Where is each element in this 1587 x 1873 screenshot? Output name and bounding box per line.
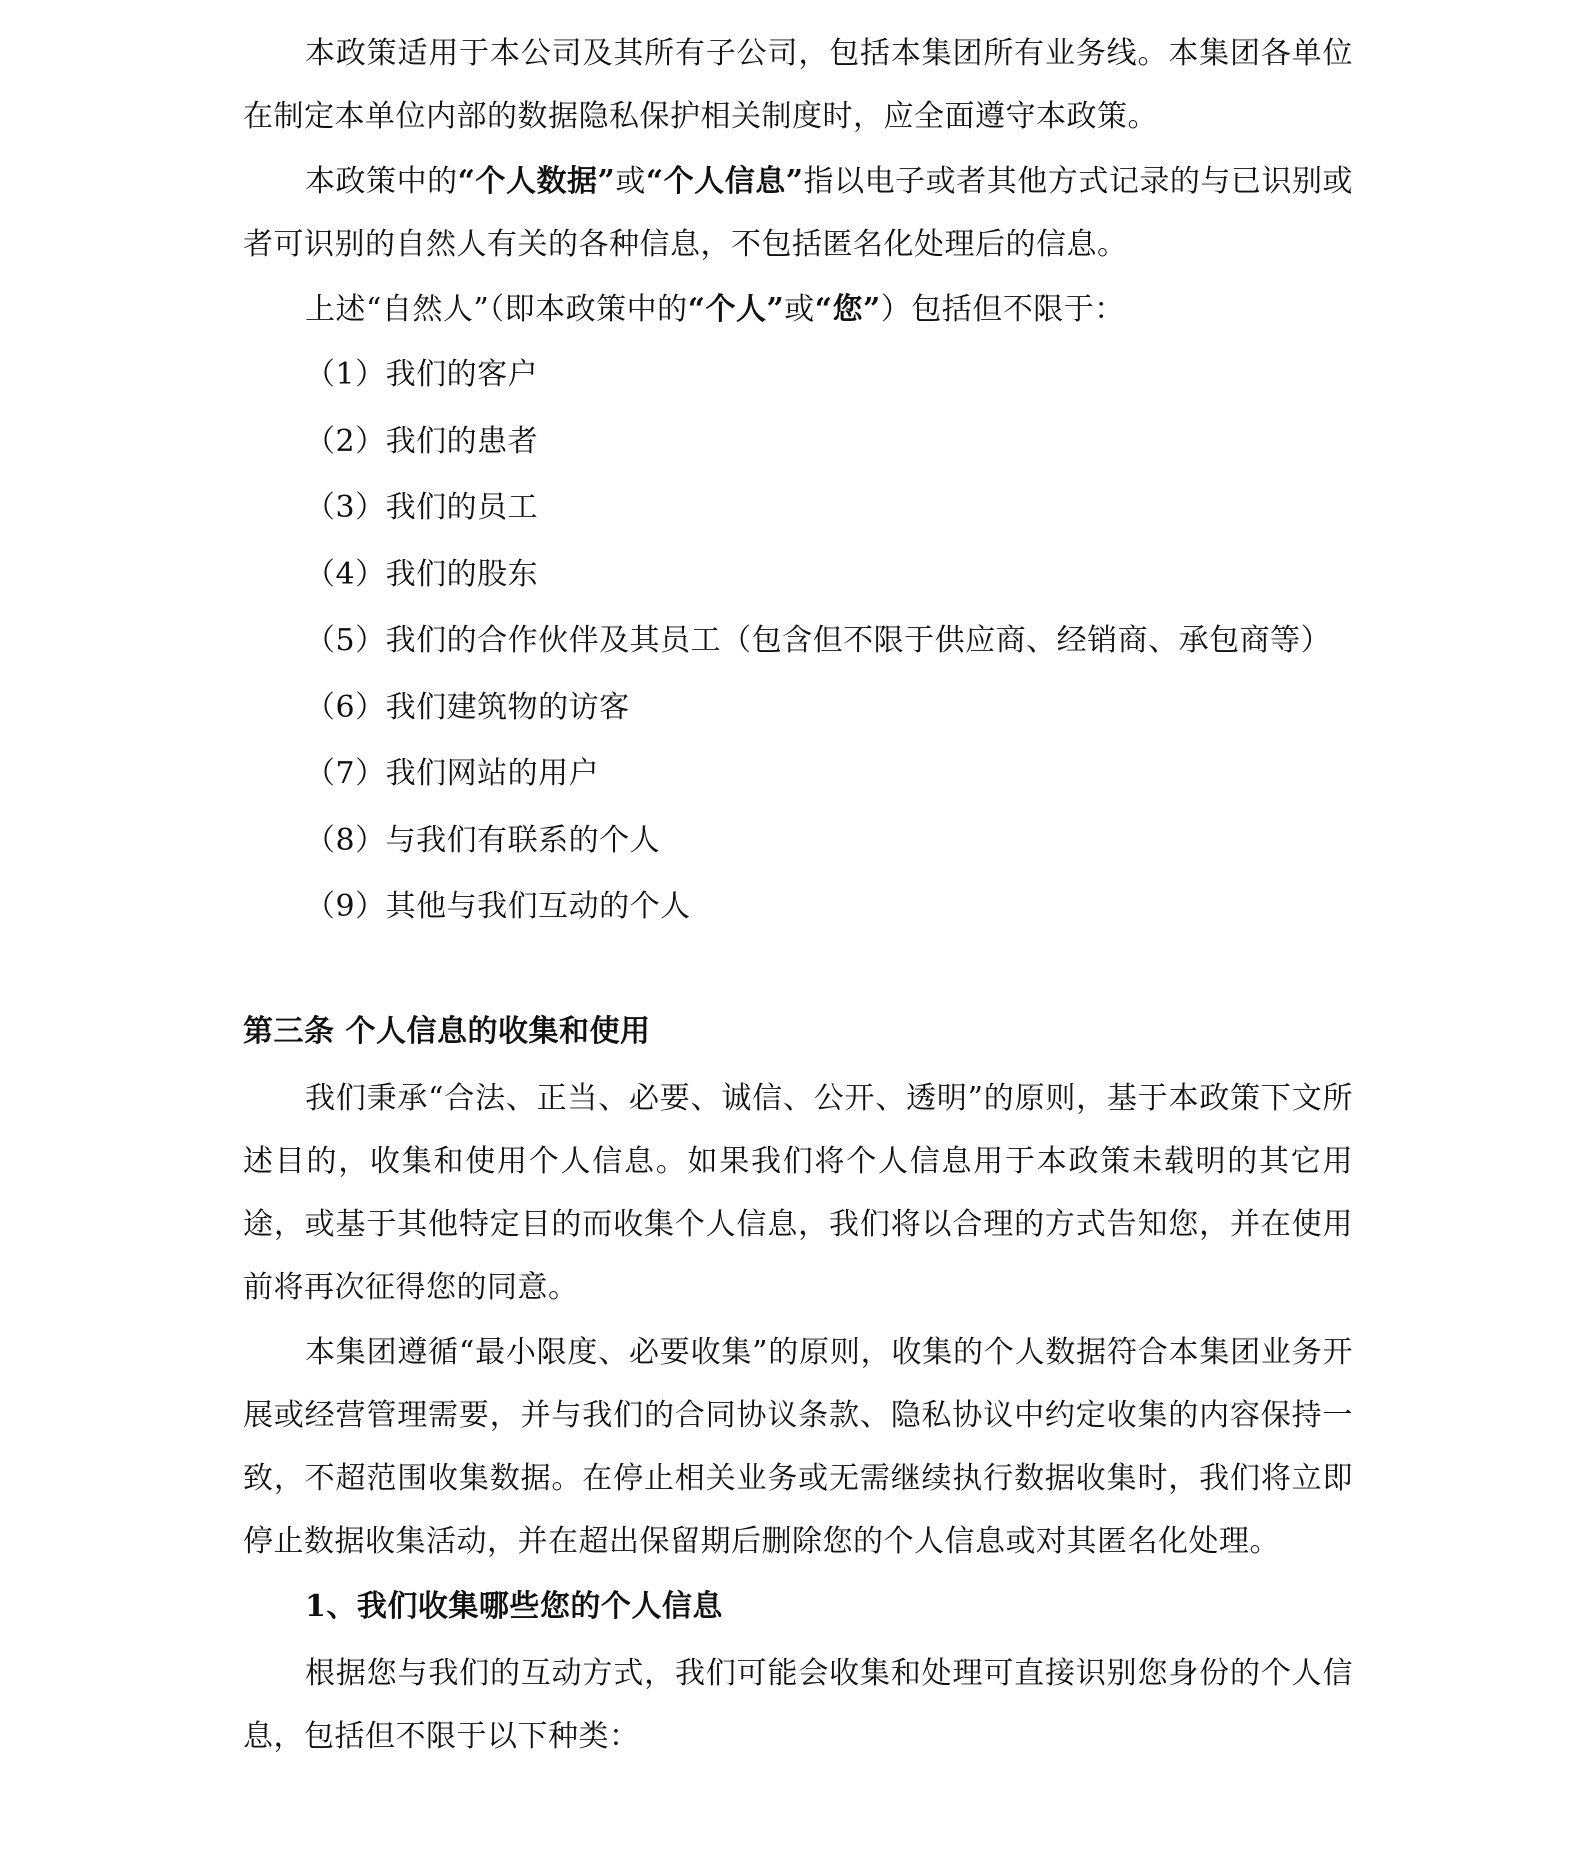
term-you: “您”: [814, 292, 881, 327]
list-item: （7）我们网站的用户: [305, 756, 600, 791]
list-item: （1）我们的客户: [305, 357, 539, 392]
paragraph-principle: 我们秉承“合法、正当、必要、诚信、公开、透明”的原则，基于本政策下文所述目的，收集和使用个人信息。如果我们将个人信息用于本政策未载明的其它用途，或基于其他特定目的而收集个人信息，我们将以合理的方式告知您，并在使用前将再次征得您的同意。: [243, 1080, 1353, 1305]
list-item: （5）我们的合作伙伴及其员工（包含但不限于供应商、经销商、承包商等）: [305, 623, 1332, 658]
list-item: （6）我们建筑物的访客: [305, 689, 630, 725]
section-title: 第三条 个人信息的收集和使用: [243, 1013, 651, 1049]
list-item: （8）与我们有联系的个人: [305, 822, 661, 858]
term-personal-data: “个人数据”: [457, 164, 616, 199]
paragraph-minimum-collection: 本集团遵循“最小限度、必要收集”的原则，收集的个人数据符合本集团业务开展或经营管理需要，并与我们的合同协议条款、隐私协议中约定收集的内容保持一致，不超范围收集数据。在停止相关业务或无需继续执行数据收集时，我们将立即停止数据收集活动，并在超出保留期后删除您的个人信息或对其匿名化处理。: [243, 1334, 1353, 1559]
list-item: （3）我们的员工: [305, 490, 539, 525]
list-item: （2）我们的患者: [305, 423, 539, 459]
subsection-title: 1、我们收集哪些您的个人信息: [305, 1588, 723, 1624]
natural-person-text-1: 上述“自然人”（即本政策中的: [305, 292, 688, 327]
paragraph-natural-person: [243, 278, 1353, 341]
document-body: [243, 22, 1353, 1770]
definition-text-2: 或: [615, 164, 646, 199]
list-item: （4）我们的股东: [305, 556, 539, 592]
paragraph-collection-types: 根据您与我们的互动方式，我们可能会收集和处理可直接识别您身份的个人信息，包括但不限于以下种类：: [243, 1655, 1353, 1754]
term-personal-information: “个人信息”: [645, 164, 804, 199]
term-individual: “个人”: [687, 292, 785, 327]
paragraph-definition: [243, 150, 1353, 276]
natural-person-text-3: ）包括但不限于：: [880, 292, 1125, 327]
definition-text-3: 指以电子或者其他方式记录的与已识别或者可识别的自然人有关的各种信息，不包括匿名化处理后的信息。: [243, 164, 1354, 262]
list-item: （9）其他与我们互动的个人: [305, 889, 691, 924]
definition-text-1: 本政策中的: [305, 164, 458, 199]
natural-person-list: [243, 343, 1353, 938]
paragraph-scope: 本政策适用于本公司及其所有子公司，包括本集团所有业务线。本集团各单位在制定本单位内部的数据隐私保护相关制度时，应全面遵守本政策。: [243, 36, 1353, 134]
section-spacer: [243, 942, 1353, 1000]
natural-person-text-2: 或: [784, 292, 815, 327]
